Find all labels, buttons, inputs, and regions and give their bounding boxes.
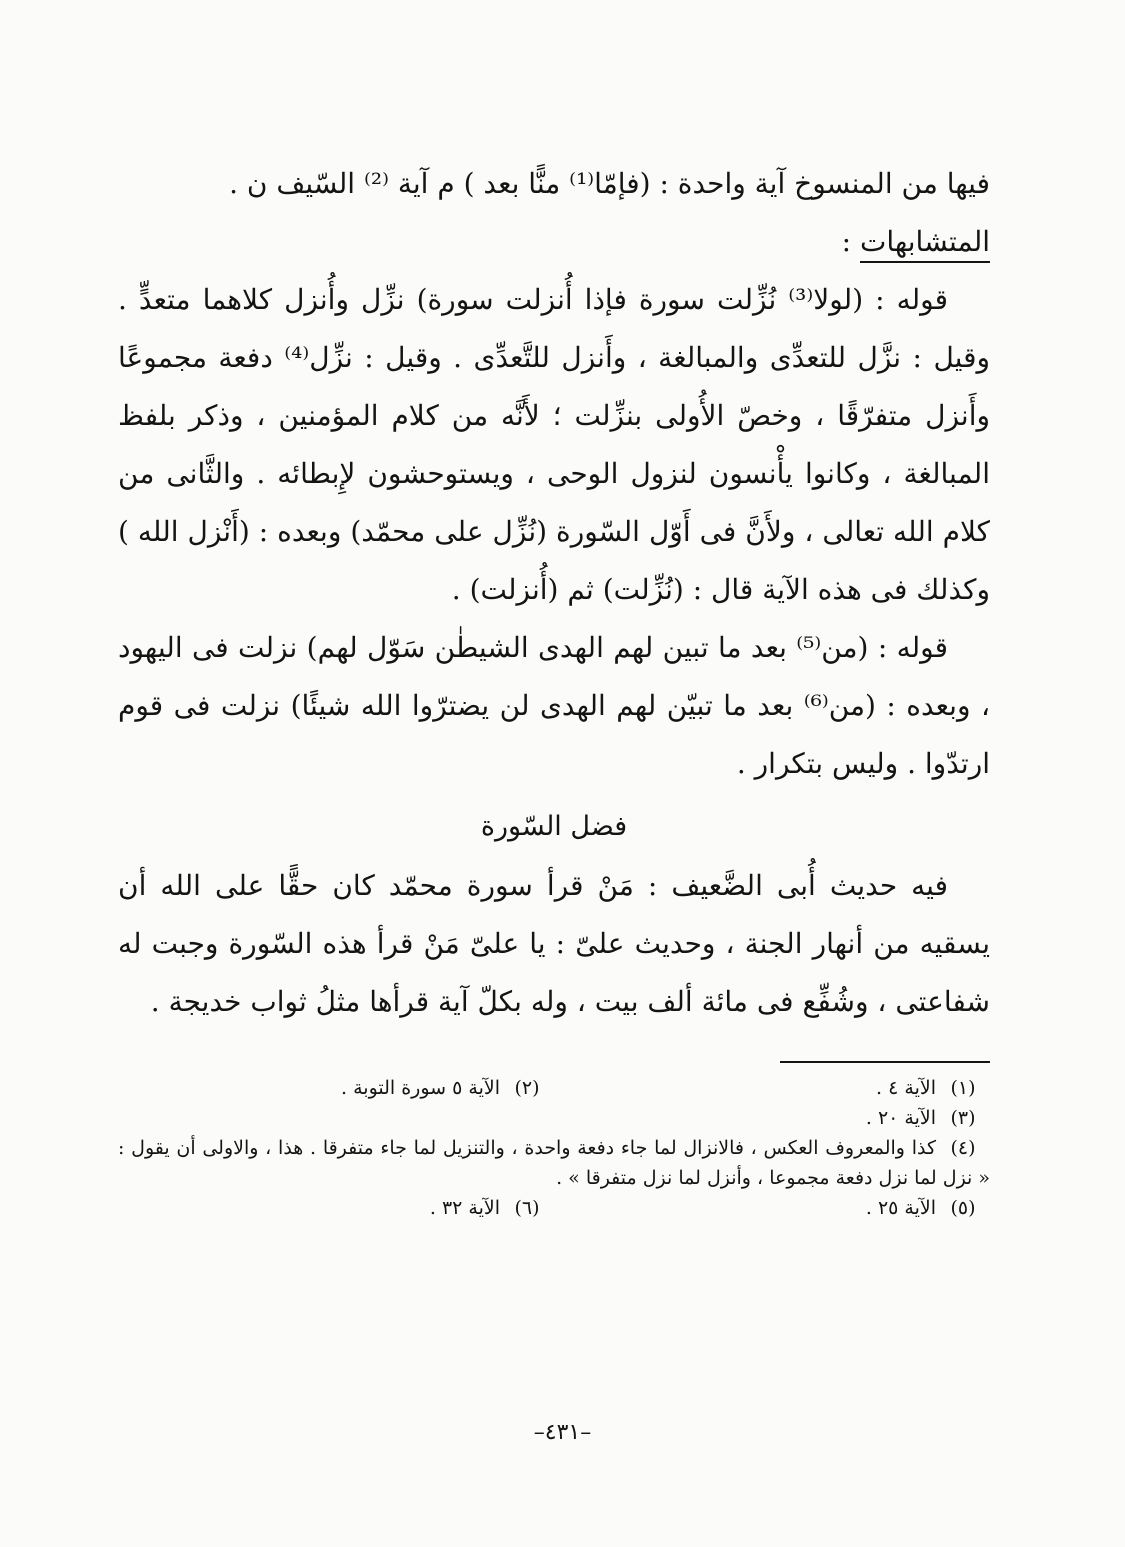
footnote-text: كذا والمعروف العكس ، فالانزال لما جاء دفعة واحدة ، والتنزيل لما جاء متفرقا . هذا ، والاولى أن يقول : « نزل لما نزل دفعة مجموعا ، وأنزل لما نزل متفرقا » .	[118, 1137, 990, 1189]
footnote-row	[118, 1103, 990, 1133]
footnote-number: (٤)	[950, 1137, 976, 1159]
footnote-number: (٥)	[950, 1197, 976, 1219]
paragraph-huda: قوله : (من⁽⁵⁾ بعد ما تبين لهم الهدى الشيطٰن سَوّل لهم) نزلت فى اليهود ، وبعده : (من⁽⁶⁾ بعد ما تبيّن لهم الهدى لن يضترّوا الله شيئًا) نزلت فى قوم ارتدّوا . وليس بتكرار .	[118, 631, 990, 780]
footnote-divider	[780, 1061, 990, 1063]
section-title-fadl: فضل السّورة	[480, 811, 628, 842]
footnote-3	[554, 1103, 990, 1133]
footnote-1	[554, 1073, 990, 1103]
footnote-text: الآية ٢٥ .	[865, 1197, 936, 1219]
footnote-4	[118, 1133, 990, 1193]
section-heading-text: المتشابهات	[860, 225, 990, 263]
footnote-5	[554, 1193, 990, 1223]
page-body	[118, 155, 990, 1223]
section-heading-mutashabihat	[118, 213, 990, 271]
footnote-2	[118, 1073, 554, 1103]
footnote-row	[118, 1193, 990, 1223]
footnote-text: الآية ٣٢ .	[429, 1197, 500, 1219]
footnotes	[118, 1073, 990, 1223]
footnote-number: (٦)	[514, 1197, 540, 1219]
footnote-number: (٢)	[514, 1077, 540, 1099]
footnote-row	[118, 1073, 990, 1103]
section-heading-colon: :	[841, 225, 860, 258]
footnote-text: الآية ٥ سورة التوبة .	[341, 1077, 500, 1099]
footnote-text: الآية ٤ .	[876, 1077, 936, 1099]
footnote-number: (٣)	[950, 1107, 976, 1129]
paragraph-tanzil: قوله : (لولا⁽³⁾ نُزِّلت سورة فإذا أُنزلت سورة) نزِّل وأُنزل كلاهما متعدٍّ . وقيل : نزَّل للتعدِّى والمبالغة ، وأَنزل للتَّعدِّى . وقيل : نزِّل⁽⁴⁾ دفعة مجموعًا وأَنزل متفرّقًا ، وخصّ الأُولى بنزِّلت ؛ لأَنَّه من كلام المؤمنين ، وذكر بلفظ المبالغة ، وكانوا يأْنسون لنزول الوحى ، ويستوحشون لإِبطائه . والثَّانى من كلام الله تعالى ، ولأَنَّ فى أَوّل السّورة (نُزِّل على محمّد) وبعده : (أَنْزل الله ) وكذلك فى هذه الآية قال : (نُزِّلت) ثم (أُنزلت) .	[118, 283, 990, 606]
intro-line: فيها من المنسوخ آية واحدة : (فإمّا⁽¹⁾ منًّا بعد ) م آية ⁽²⁾ السّيف ن .	[229, 167, 990, 200]
page-number: –٤٣١–	[533, 1420, 592, 1445]
footnote-number: (١)	[950, 1077, 976, 1099]
paragraph-fadl: فيه حديث أُبى الضَّعيف : مَنْ قرأ سورة محمّد كان حقًّا على الله أن يسقيه من أنهار الجنة ، وحديث علىّ : يا علىّ مَنْ قرأ هذه السّورة وجبت له شفاعتى ، وشُفِّع فى مائة ألف بيت ، وله بكلّ آية قرأها مثلُ ثواب خديجة .	[118, 869, 990, 1018]
footnote-text: الآية ٢٠ .	[865, 1107, 936, 1129]
footnote-6	[118, 1193, 554, 1223]
